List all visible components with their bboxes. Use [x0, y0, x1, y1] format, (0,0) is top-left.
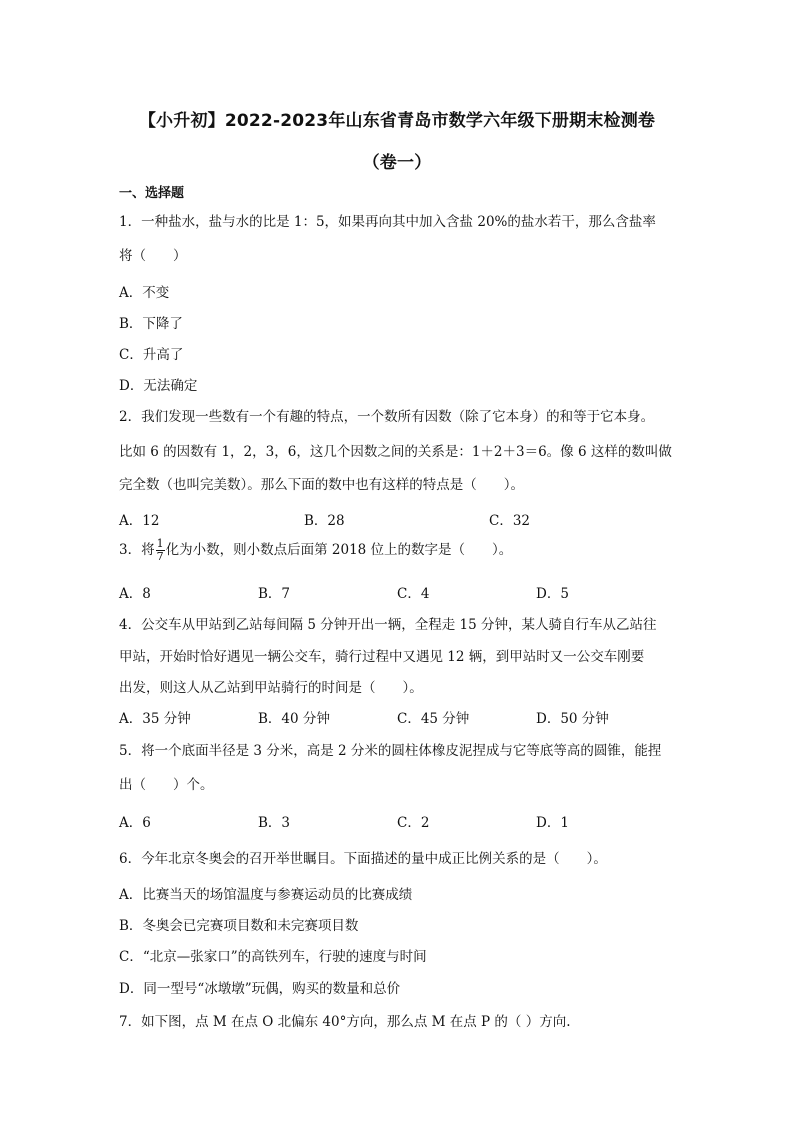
q3-option-b: B．7 [258, 586, 291, 602]
q3-stem [119, 538, 512, 563]
q4-option-d: D．50 分钟 [536, 711, 609, 727]
q4-stem-line3: 出发，则这人从乙站到甲站骑行的时间是（ ）。 [119, 680, 423, 696]
q2-stem-line1: 2．我们发现一些数有一个有趣的特点，一个数所有因数（除了它本身）的和等于它本身。 [119, 409, 655, 425]
exam-subtitle: （卷一） [362, 153, 432, 173]
q6-option-b: B．冬奥会已完赛项目数和未完赛项目数 [119, 918, 359, 934]
q6-stem-line1: 6．今年北京冬奥会的召开举世瞩目。下面描述的量中成正比例关系的是（ ）。 [119, 851, 607, 867]
q5-stem-line2: 出（ ）个。 [119, 777, 214, 793]
q5-option-b: B．3 [258, 815, 291, 831]
q6-option-d: D．同一型号“冰墩墩”玩偶，购买的数量和总价 [119, 981, 401, 997]
q5-option-d: D．1 [536, 815, 569, 831]
q5-option-a: A．6 [119, 815, 151, 831]
q6-option-a: A．比赛当天的场馆温度与参赛运动员的比赛成绩 [119, 887, 413, 903]
q1-option-d: D．无法确定 [119, 378, 198, 394]
q4-option-c: C．45 分钟 [397, 711, 470, 727]
q2-option-a: A．12 [119, 513, 160, 529]
q3-fraction-numerator: 1 [156, 537, 164, 550]
q3-fraction-denominator: 7 [156, 550, 164, 563]
q4-stem-line1: 4．公交车从甲站到乙站每间隔 5 分钟开出一辆，全程走 15 分钟，某人骑自行车从乙站往 [119, 617, 657, 633]
q5-option-c: C．2 [397, 815, 430, 831]
q3-option-d: D．5 [536, 586, 569, 602]
q2-stem-line2: 比如 6 的因数有 1，2，3，6，这几个因数之间的关系是：1＋2＋3＝6。像 6 这样的数叫做 [119, 444, 672, 460]
q2-stem-line3: 完全数（也叫完美数）。那么下面的数中也有这样的特点是（ ）。 [119, 477, 524, 493]
q4-option-b: B．40 分钟 [258, 711, 330, 727]
q4-option-a: A．35 分钟 [119, 711, 191, 727]
q3-stem-suffix: 化为小数，则小数点后面第 2018 位上的数字是（ ）。 [165, 542, 513, 558]
q2-option-c: C．32 [489, 513, 531, 529]
q1-stem-line1: 1．一种盐水，盐与水的比是 1：5，如果再向其中加入含盐 20%的盐水若干，那么含盐率 [119, 214, 656, 230]
q6-option-c: C．“北京—张家口”的高铁列车，行驶的速度与时间 [119, 949, 427, 965]
section-heading: 一、选择题 [119, 186, 185, 201]
q1-option-c: C．升高了 [119, 347, 184, 363]
q7-stem-line1: 7．如下图，点 M 在点 O 北偏东 40°方向，那么点 M 在点 P 的（ ）方向. [119, 1014, 571, 1030]
q1-stem-line2: 将（ ） [119, 248, 187, 264]
q3-stem-prefix: 3．将 [119, 542, 155, 558]
q4-stem-line2: 甲站，开始时恰好遇见一辆公交车，骑行过程中又遇见 12 辆，到甲站时又一公交车刚要 [119, 649, 645, 665]
q3-option-c: C．4 [397, 586, 430, 602]
q3-option-a: A．8 [119, 586, 151, 602]
q1-option-a: A．不变 [119, 285, 170, 301]
q1-option-b: B．下降了 [119, 316, 183, 332]
q3-fraction [156, 538, 165, 563]
exam-title: 【小升初】2022-2023年山东省青岛市数学六年级下册期末检测卷 [138, 111, 656, 131]
q2-option-b: B．28 [304, 513, 345, 529]
q5-stem-line1: 5．将一个底面半径是 3 分米，高是 2 分米的圆柱体橡皮泥捏成与它等底等高的圆锥，能捏 [119, 743, 662, 759]
